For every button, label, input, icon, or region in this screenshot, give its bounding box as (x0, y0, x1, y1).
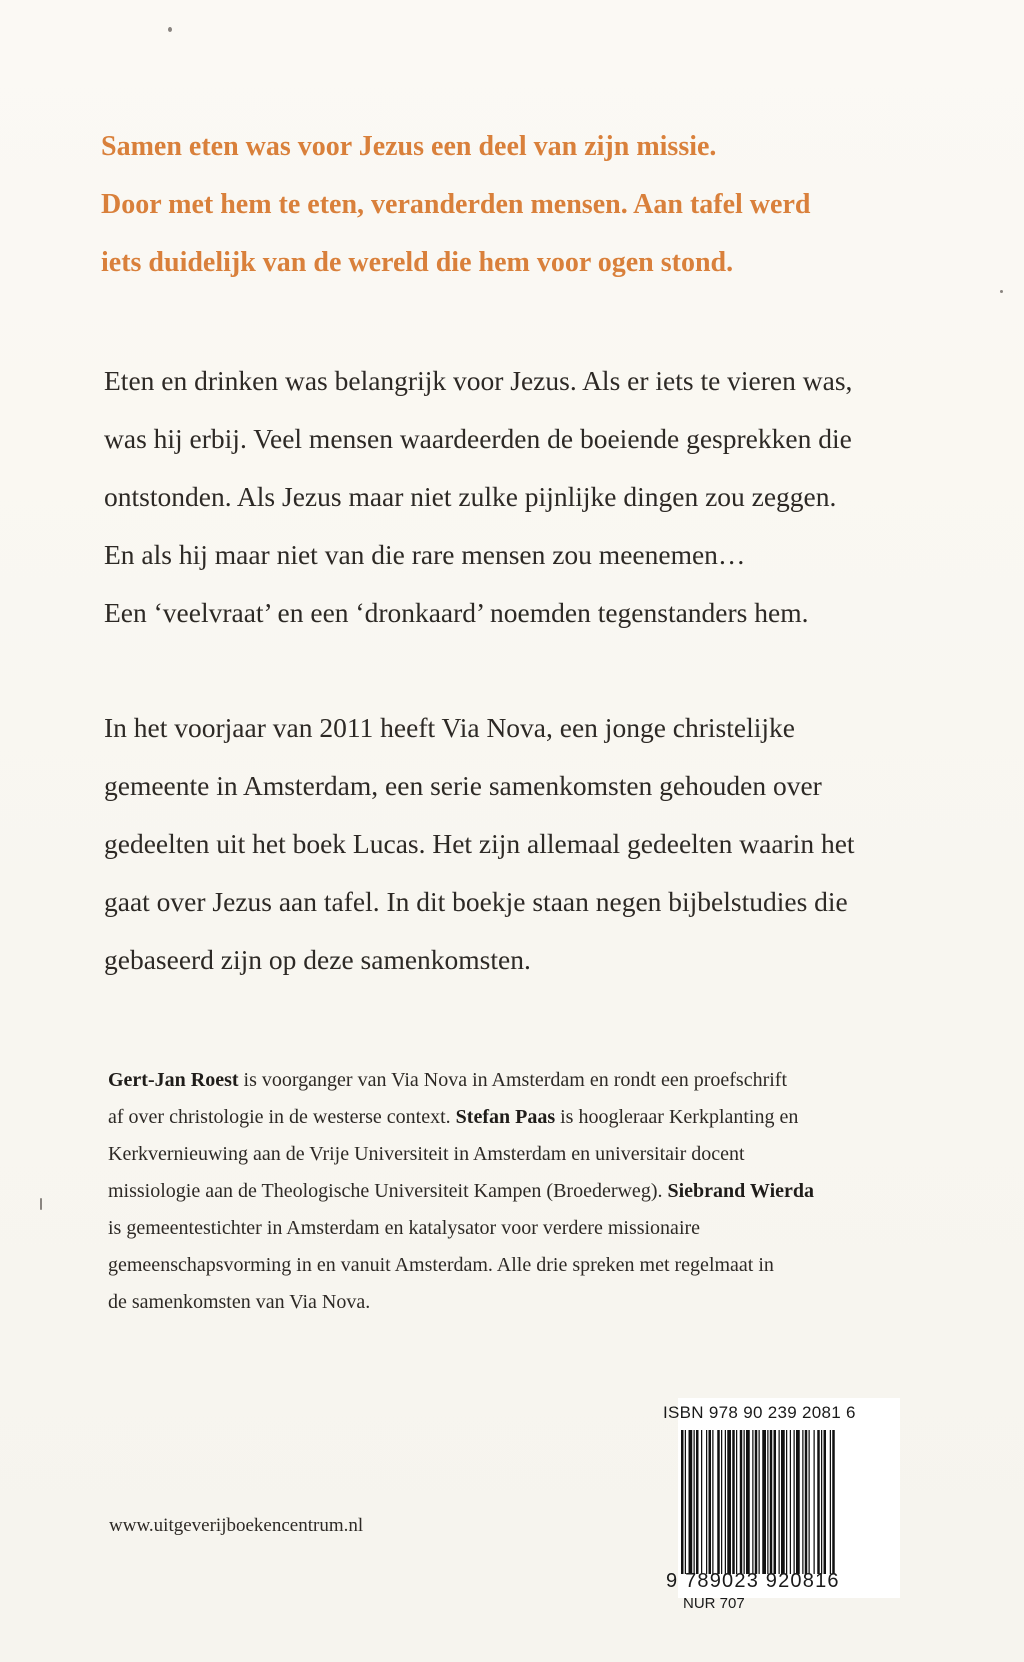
bio-line: Kerkvernieuwing aan de Vrije Universiteit in Amsterdam en universitair docent (108, 1143, 745, 1165)
tagline-line: Samen eten was voor Jezus een deel van zijn missie. (101, 131, 717, 162)
author-name: Siebrand Wierda (667, 1180, 814, 1202)
paragraph-line: ontstonden. Als Jezus maar niet zulke pijnlijke dingen zou zeggen. (104, 481, 837, 512)
bio-text: af over christologie in de westerse context. (108, 1106, 456, 1128)
paragraph-line: Eten en drinken was belangrijk voor Jezus. Als er iets te vieren was, (104, 365, 853, 396)
paragraph-line: gemeente in Amsterdam, een serie samenkomsten gehouden over (104, 770, 822, 801)
bio-line (108, 1062, 938, 1099)
paper-speck (168, 27, 172, 32)
bio-line (108, 1099, 938, 1136)
paragraph-line: gebaseerd zijn op deze samenkomsten. (104, 944, 531, 975)
intro-paragraph (104, 352, 944, 642)
bio-line: is gemeentestichter in Amsterdam en katalysator voor verdere missionaire (108, 1217, 701, 1239)
isbn-number: ISBN 978 90 239 2081 6 (663, 1403, 856, 1422)
paragraph-line: Een ‘veelvraat’ en een ‘dronkaard’ noemden tegenstanders hem. (104, 597, 809, 628)
author-name: Gert-Jan Roest (108, 1069, 239, 1091)
bio-line: gemeenschapsvorming in en vanuit Amsterdam. Alle drie spreken met regelmaat in (108, 1254, 774, 1276)
paragraph-line: In het voorjaar van 2011 heeft Via Nova, een jonge christelijke (104, 712, 795, 743)
publisher-website[interactable]: www.uitgeverijboekencentrum.nl (109, 1515, 364, 1536)
paragraph-line: gedeelten uit het boek Lucas. Het zijn allemaal gedeelten waarin het (104, 828, 855, 859)
paper-speck (40, 1198, 42, 1210)
barcode-icon (680, 1430, 888, 1574)
tagline (101, 118, 931, 292)
bio-line: de samenkomsten van Via Nova. (108, 1291, 371, 1313)
paragraph-line: En als hij maar niet van die rare mensen zou meenemen… (104, 539, 746, 570)
author-name: Stefan Paas (455, 1106, 556, 1128)
paragraph-line: gaat over Jezus aan tafel. In dit boekje staan negen bijbelstudies die (104, 886, 848, 917)
paragraph-line: was hij erbij. Veel mensen waardeerden de boeiende gesprekken die (104, 423, 852, 454)
nur-code: NUR 707 (683, 1595, 745, 1612)
background-paragraph (104, 699, 944, 989)
ean-digits: 9 789023 920816 (666, 1570, 840, 1592)
bio-text: is voorganger van Via Nova in Amsterdam en rondt een proefschrift (238, 1069, 787, 1091)
bio-text: missiologie aan de Theologische Universiteit Kampen (Broederweg). (108, 1180, 668, 1202)
author-bios (108, 1062, 938, 1321)
paper-speck (1000, 290, 1003, 293)
bio-text: is hoogleraar Kerkplanting en (555, 1106, 799, 1128)
tagline-line: iets duidelijk van de wereld die hem voor ogen stond. (101, 247, 734, 278)
bio-line (108, 1173, 938, 1210)
tagline-line: Door met hem te eten, veranderden mensen. Aan tafel werd (101, 189, 811, 220)
